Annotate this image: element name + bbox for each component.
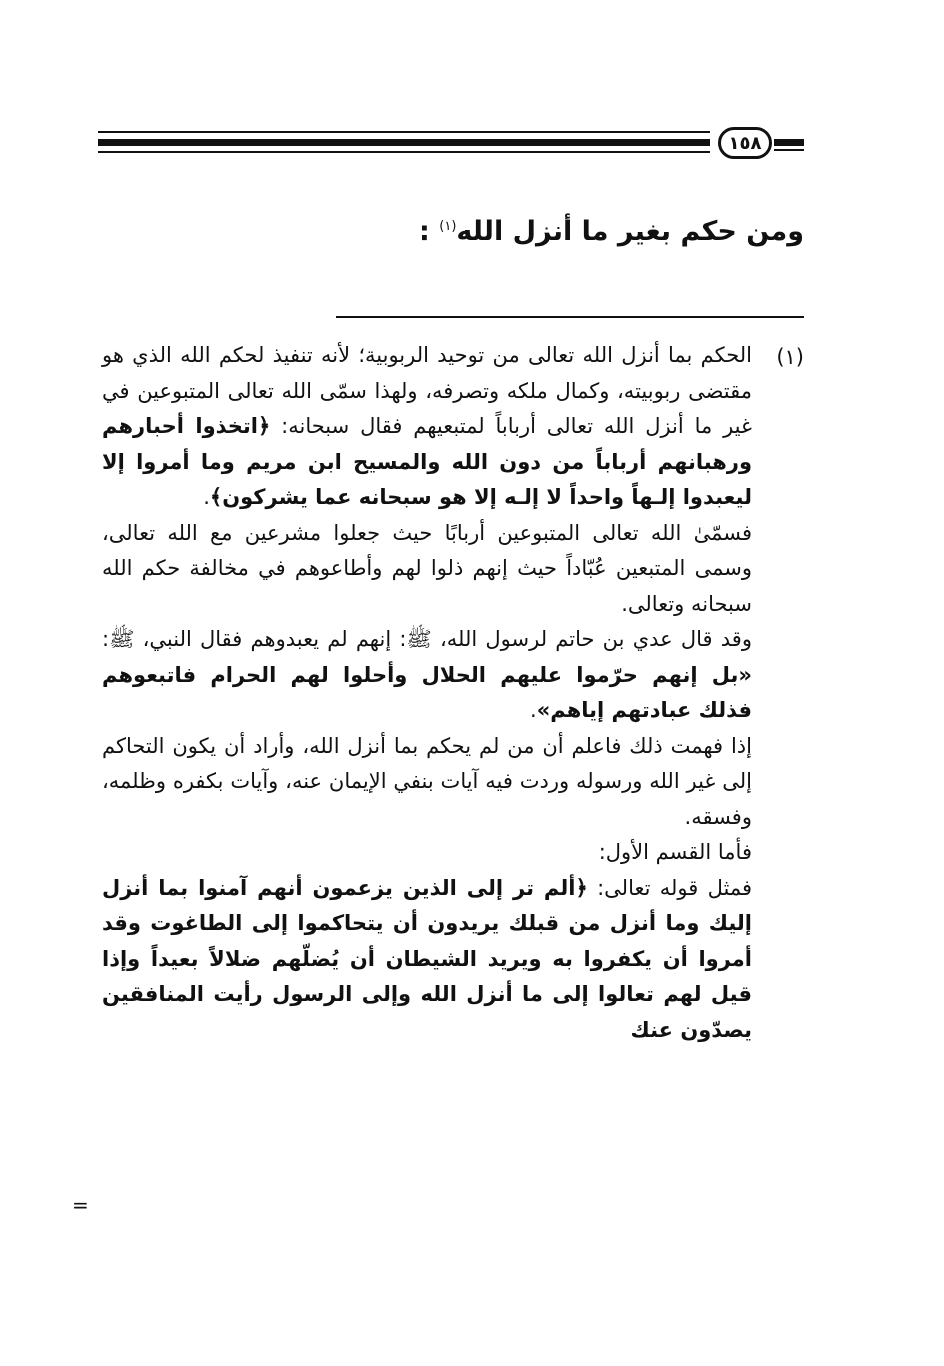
header-rule-thick [98,139,710,146]
paragraph-text: وقد قال عدي بن حاتم لرسول الله، ﷺ: إنهم لم يعبدوهم فقال النبي، ﷺ: [102,627,752,651]
punctuation: . [203,485,210,509]
header-rule-bottom [98,151,710,153]
heading-text: ومن حكم بغير ما أنزل الله [456,216,804,247]
heading-colon: : [419,216,430,247]
section-heading [144,216,804,247]
heading-footnote-ref: (١) [439,219,457,234]
header-rule-stub-thin [774,149,804,151]
continuation-mark: = [72,1193,89,1217]
footnote-body [102,338,752,1048]
header-rule-stub [774,139,804,146]
page-number: ١٥٨ [718,127,772,159]
footnote-separator [336,316,804,318]
footnote-marker: (١) [776,345,804,369]
footnote-paragraph [102,338,752,516]
footnote-paragraph: فأما القسم الأول: [598,840,752,864]
hadith-quote: «بل إنهم حرّموا عليهم الحلال وأحلوا لهم الحرام فاتبعوهم فذلك عبادتهم إياهم» [102,662,752,722]
quran-quote: ﴿ألم تر إلى الذين يزعمون أنهم آمنوا بما أنزل إليك وما أنزل من قبلك يريدون أن يتحاكموا إلى الطاغوت وقد أمروا أن يكفروا به ويريد الشيطان أن يُضلّهم ضلالاً بعيداً وإذا قيل لهم تعالوا إلى ما أنزل الله وإلى الرسول رأيت المنافقين يصدّون عنك [102,875,752,1042]
paragraph-text: فمثل قوله تعالى: [597,875,752,900]
paragraph-text: الحكم بما أنزل الله تعالى من توحيد الربوبية؛ لأنه تنفيذ لحكم الله الذي هو مقتضى ربوبيته، وكمال ملكه وتصرفه، ولهذا سمّى الله تعالى المتبوعين في غير ما أنزل الله تعالى أرباباً لمتبعيهم فقال سبحانه: [102,343,752,438]
page-header [98,127,804,163]
footnote-paragraph: إذا فهمت ذلك فاعلم أن من لم يحكم بما أنزل الله، وأراد أن يكون التحاكم إلى غير الله ورسوله وردت فيه آيات بنفي الإيمان عنه، وآيات بكفره وظلمه، وفسقه. [102,733,752,829]
quran-quote: ﴿اتخذوا أحبارهم ورهبانهم أرباباً من دون الله والمسيح ابن مريم وما أمروا إلا ليعبدوا إلـهاً واحداً لا إلـه إلا هو سبحانه عما يشركون﴾ [102,414,752,509]
punctuation: . [530,698,537,722]
footnote-paragraph [102,871,752,1049]
header-rule-top [98,131,710,133]
footnote-paragraph: فسمّىٰ الله تعالى المتبوعين أربابًا حيث جعلوا مشرعين مع الله تعالى، وسمى المتبعين عُبّاداً حيث إنهم ذلوا لهم وأطاعوهم في مخالفة حكم الله سبحانه وتعالى. [102,520,752,616]
footnote-paragraph [102,622,752,729]
